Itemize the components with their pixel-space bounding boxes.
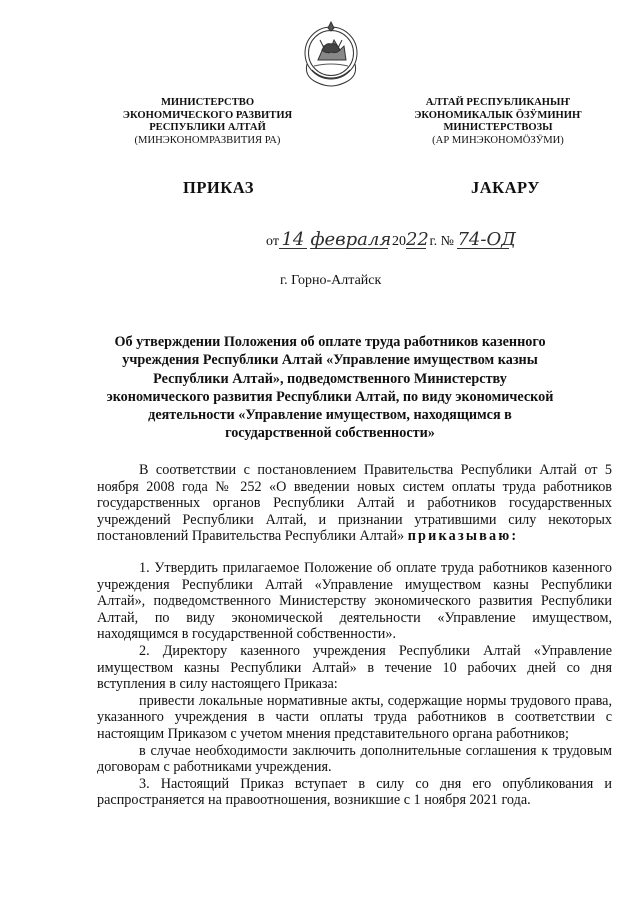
ministry-ru-abbr: (МИНЭКОНОМРАЗВИТИЯ РА) [134, 134, 281, 146]
clause-2a: привести локальные нормативные акты, содержащие нормы трудового права, указанного учреждения в части оплаты труда работников в соответствии с настоящим Приказом с учетом мнения представительного органа работников; [97, 692, 612, 742]
ministry-header-alt [383, 97, 613, 147]
ministry-header-ru [100, 97, 315, 147]
date-year-suffix: 22 [405, 229, 429, 250]
date-year-prefix: 20 [391, 234, 406, 249]
ministry-alt-line3: МИНИСТЕРСТВОЗЫ [443, 122, 553, 134]
document-title: Об утверждении Положения об оплате труда работников казенного учреждения Республики Алтай «Управление имуществом казны Республики Алтай», подведомственного Министерству экономического развития Республики Алтай, по виду экономической деятельности «Управление имуществом, находящимся в государственной собственности» [106, 334, 554, 442]
ministry-alt-line1: АЛТАЙ РЕСПУБЛИКАНЫҤ [425, 97, 571, 108]
altai-republic-emblem-icon [300, 20, 362, 90]
order-number: 74-ОД [457, 229, 516, 250]
ministry-alt-line2: ЭКОНОМИКАЛЫК ӦЗӰМИНИҤ [414, 109, 582, 121]
clause-2: 2. Директору казенного учреждения Республики Алтай «Управление имуществом казны Республики Алтай» в течение 10 рабочих дней со дня вступления в силу настоящего Приказа: [97, 642, 612, 693]
date-month: февраля [310, 229, 392, 250]
order-title-alt: ЈАКАРУ [471, 178, 540, 197]
city: г. Горно-Алтайск [280, 273, 382, 288]
date-prefix: от [266, 234, 279, 249]
clause-2b: в случае необходимости заключить дополнительные соглашения к трудовым договорам с работниками учреждения. [97, 742, 612, 776]
intro-paragraph [97, 462, 612, 545]
intro-action: приказываю: [407, 528, 519, 545]
clause-3: 3. Настоящий Приказ вступает в силу со дня его опубликования и распространяется на правоотношения, возникшие с 1 ноября 2021 года. [97, 775, 612, 809]
date-day: 14 [279, 232, 307, 249]
date-number-label: г. № [429, 234, 454, 249]
ministry-ru-line2: ЭКОНОМИЧЕСКОГО РАЗВИТИЯ [122, 109, 293, 121]
ministry-ru-line3: РЕСПУБЛИКИ АЛТАЙ [149, 122, 266, 134]
order-date-line [266, 229, 516, 250]
clause-1: 1. Утвердить прилагаемое Положение об оплате труда работников казенного учреждения Республики Алтай «Управление имуществом казны Республики Алтай», подведомственного Министерству экономического развития Республики Алтай, по виду экономической деятельности «Управление имуществом, находящимся в государственной собственности». [97, 559, 612, 643]
intro-text: В соответствии с постановлением Правительства Республики Алтай от 5 ноября 2008 года № 252 «О введении новых систем оплаты труда работников государственных органов Республики Алтай и работников государственных учреждений Республики Алтай, и признании утратившими силу некоторых постановлений Правительства Республики Алтай» [97, 462, 612, 545]
document-body [97, 462, 612, 809]
order-title-ru: ПРИКАЗ [183, 178, 254, 197]
ministry-ru-line1: МИНИСТЕРСТВО [160, 97, 255, 108]
ministry-alt-abbr: (АР МИНЭКОНОМӦЗӰМИ) [432, 134, 564, 146]
